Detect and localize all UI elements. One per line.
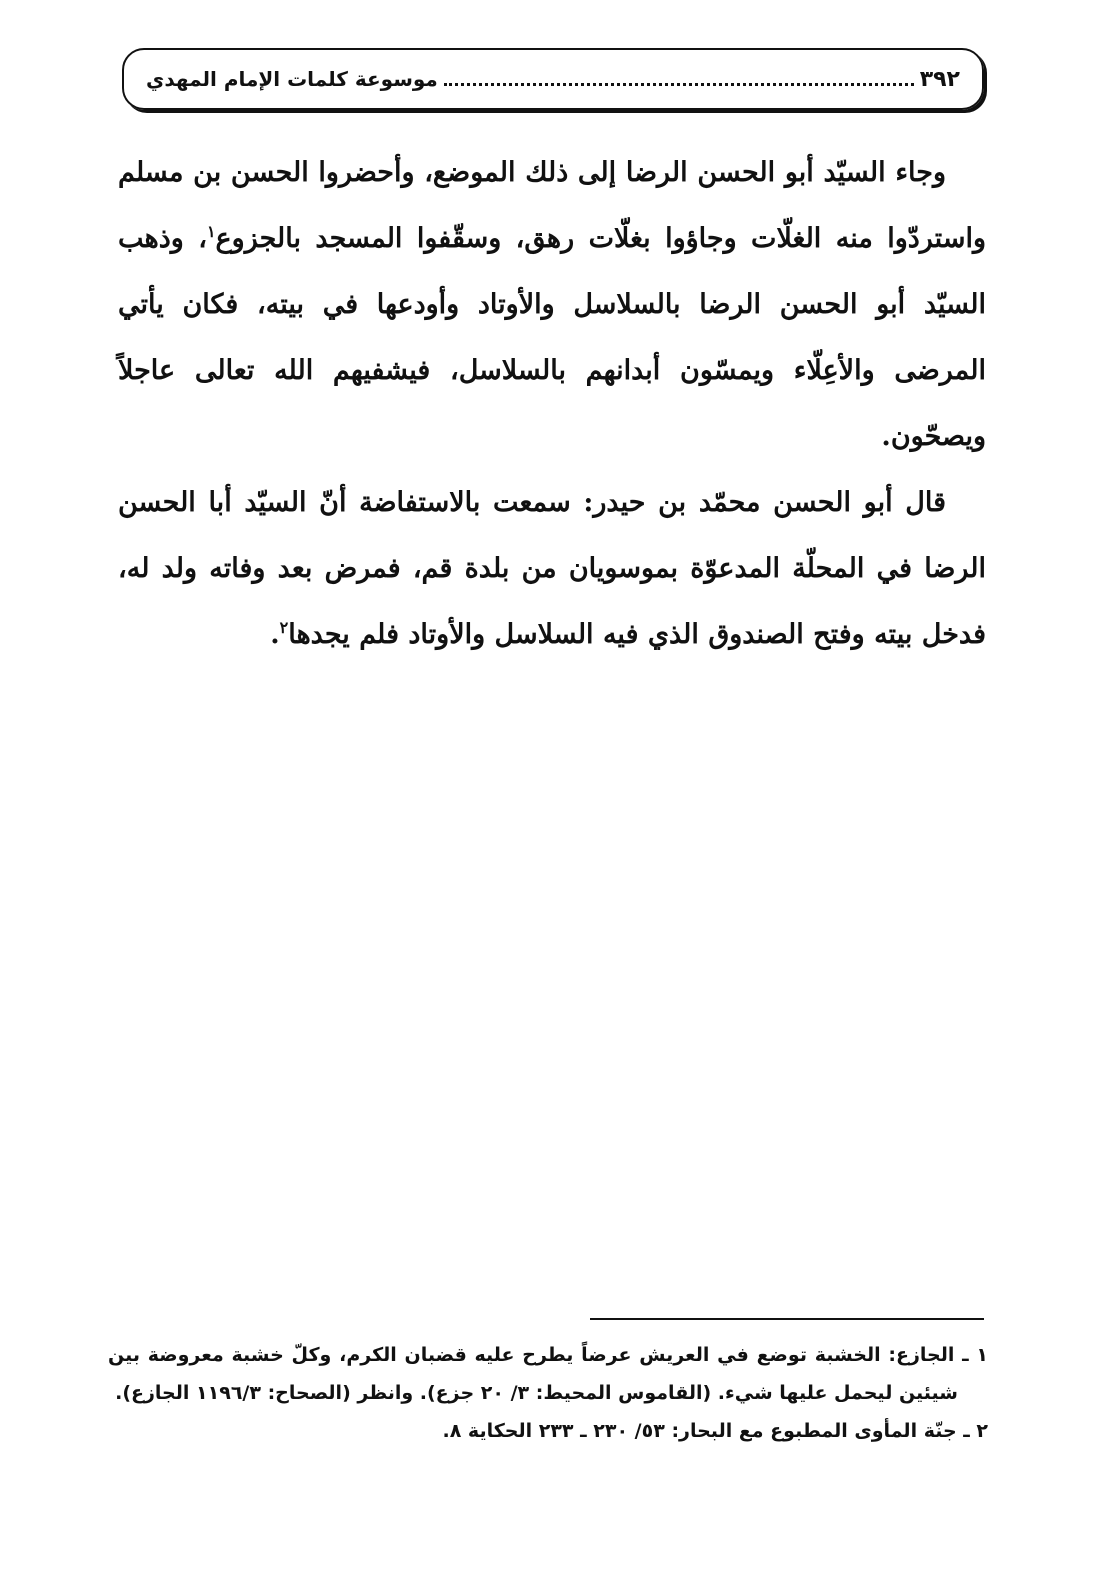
paragraph-text: قال أبو الحسن محمّد بن حيدر: سمعت بالاستفاضة أنّ السيّد أبا الحسن الرضا في المحلّة المدعوّة بموسويان من بلدة قم، فمرض بعد وفاته ولد له، فدخل بيته وفتح الصندوق الذي فيه السلاسل والأوتاد فلم يجدها [118, 487, 986, 650]
footnote: ٢ ـ جنّة المأوى المطبوع مع البحار: ٥٣/ ٢٣٠ ـ ٢٣٣ الحكاية ٨. [442, 1420, 988, 1442]
footnote-ref: ٢ [279, 618, 289, 637]
footnote: ١ ـ الجازع: الخشبة توضع في العريش عرضاً يطرح عليه قضبان الكرم، وكلّ خشبة معروضة بين شيئين ليحمل عليها شيء. (القاموس المحيط: ٣/ ٢٠ جزع). وانظر (الصحاح: ١١٩٦/٣ الجازع). [108, 1344, 988, 1404]
paragraph-text: وجاء السيّد أبو الحسن الرضا إلى ذلك الموضع، وأحضروا الحسن بن مسلم واستردّوا منه الغلّات وجاؤوا بغلّات رهق، وسقّفوا المسجد بالجزوع [118, 157, 986, 254]
book-title: موسوعة كلمات الإمام المهدي [146, 67, 438, 91]
paragraph [118, 470, 986, 668]
header-dot-leader [444, 83, 914, 86]
main-text [118, 140, 986, 668]
running-header [122, 48, 984, 110]
paragraph-text-tail: ، وذهب السيّد أبو الحسن الرضا بالسلاسل والأوتاد وأودعها في بيته، فكان يأتي المرضى والأعِلّاء ويمسّون أبدانهم بالسلاسل، فيشفيهم الله تعالى عاجلاً ويصحّون. [118, 223, 986, 452]
paragraph-text-tail: . [270, 619, 280, 650]
page-number: ٣٩٢ [919, 66, 960, 92]
footnotes [108, 1336, 988, 1450]
paragraph [118, 140, 986, 470]
footnote-ref: ١ [206, 222, 216, 241]
footnote-separator [590, 1318, 984, 1320]
